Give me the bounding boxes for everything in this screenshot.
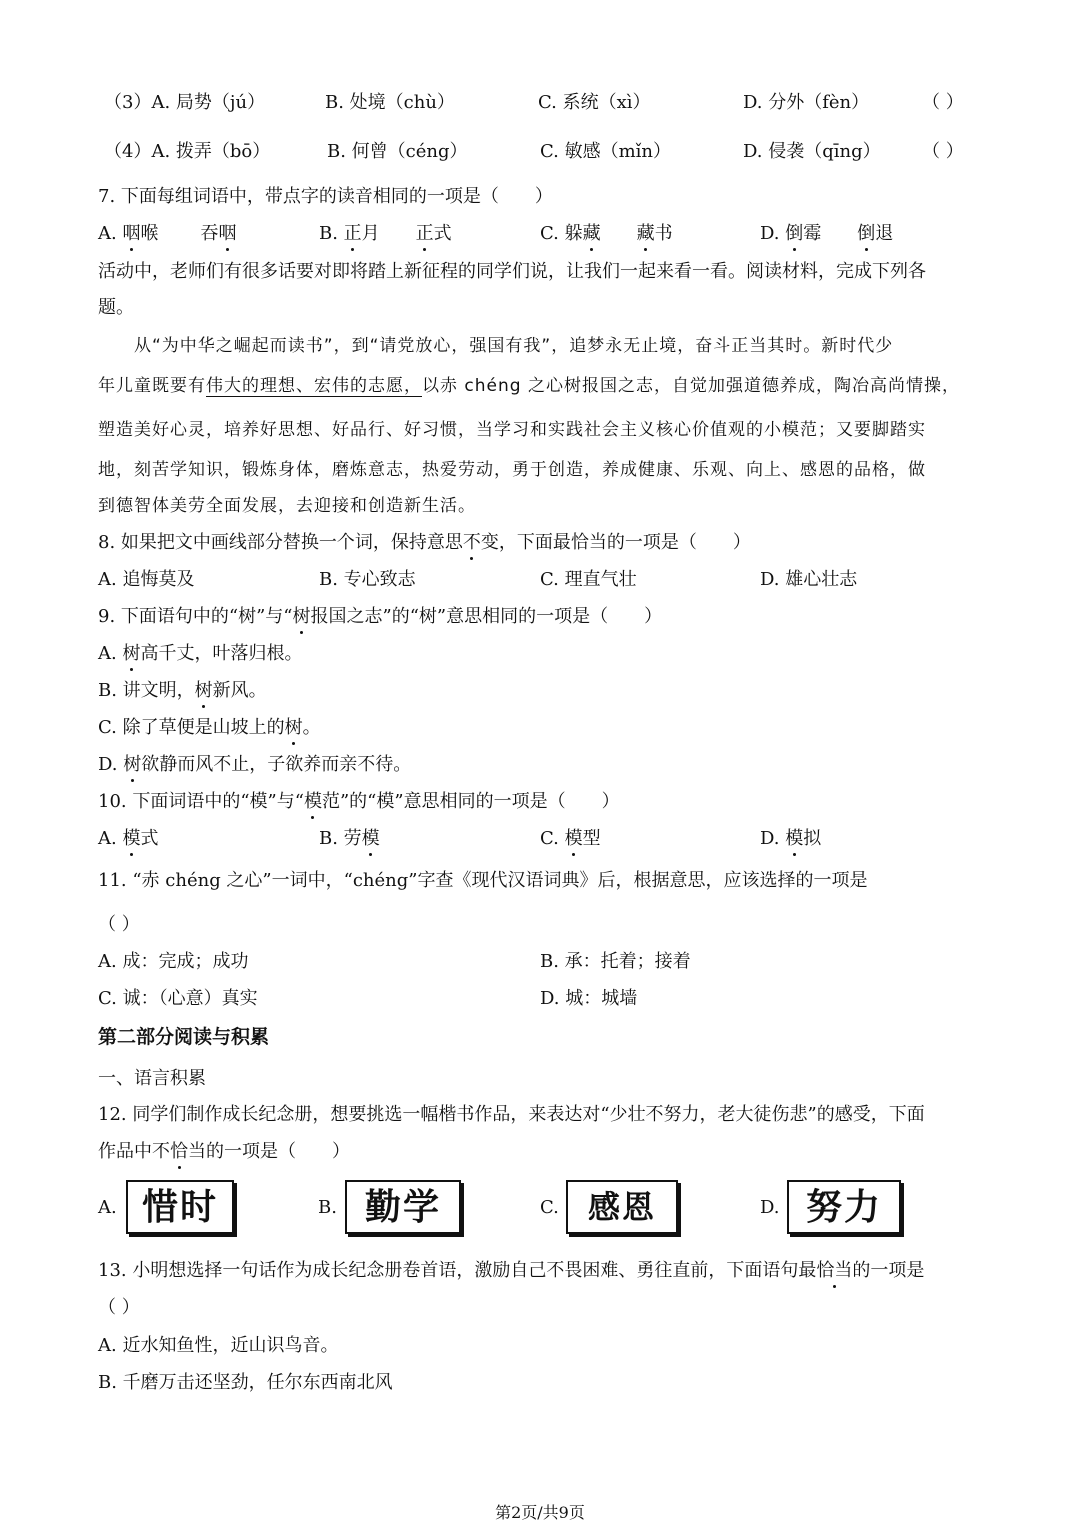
q8-option-d: D. 雄心壮志 [760,569,858,590]
q8-option-a: A. 追悔莫及 [98,569,195,590]
q8-stem: 8. 如果把文中画线部分替换一个词，保持意思不变，下面最恰当的一项是（ ） [98,528,751,554]
q6-row4-option-d: D. 侵袭（qīng） [743,141,881,162]
q11-answer-paren: （ ） [98,914,140,935]
q7-option-b: B. 正月 正式 [319,219,452,245]
q7-stem: 7. 下面每组词语中，带点字的读音相同的一项是（ ） [98,186,553,207]
q12-option-c-calligraphy: 感恩 [566,1180,678,1234]
q12-option-a-calligraphy: 惜时 [126,1180,234,1234]
reading-intro-line-1: 活动中，老师们有很多话要对即将踏上新征程的同学们说，让我们一起来看一看。阅读材料，完成下列各 [98,261,926,282]
q10-stem: 10. 下面词语中的“模”与“模范”的“模”意思相同的一项是（ ） [98,787,620,813]
passage-line-4: 地，刻苦学知识，锻炼身体，磨炼意志，热爱劳动，勇于创造，养成健康、乐观、向上、感恩的品格，做 [98,460,926,480]
q6-row4-option-c: C. 敏感（mǐn） [540,141,671,162]
q12-stem-line-1: 12. 同学们制作成长纪念册，想要挑选一幅楷书作品，来表达对“少壮不努力，老大徒伤悲”的感受，下面 [98,1104,925,1125]
q13-option-a: A. 近水知鱼性，近山识鸟音。 [98,1335,339,1356]
passage-line-5: 到德智体美劳全面发展，去迎接和创造新生活。 [98,496,476,516]
part2-title: 第二部分阅读与积累 [98,1026,270,1048]
q11-option-d: D. 城：城墙 [540,988,638,1009]
q13-option-b: B. 千磨万击还坚劲，任尔东西南北风 [98,1372,393,1393]
q6-row3-option-c: C. 系统（xì） [538,92,651,113]
q13-stem: 13. 小明想选择一句话作为成长纪念册卷首语，激励自己不畏困难、勇往直前，下面语句最恰当的一项是 [98,1256,924,1282]
reading-intro-line-2: 题。 [98,297,134,318]
q11-option-c: C. 诚：（心意）真实 [98,988,258,1009]
q8-option-b: B. 专心致志 [319,569,416,590]
q6-row3-option-a: （3）A. 局势（jú） [104,92,266,113]
q7-option-d: D. 倒霉 倒退 [760,219,893,245]
passage-underlined-phrase: 伟大的理想、宏伟的志愿， [206,376,422,396]
part2-subtitle: 一、语言积累 [98,1068,206,1089]
q10-option-c: C. 模型 [540,824,601,850]
q12-option-d-calligraphy: 努力 [787,1180,901,1234]
q7-option-c: C. 躲藏 藏书 [540,219,673,245]
q9-option-b: B. 讲文明，树新风。 [98,676,267,702]
q9-option-c: C. 除了草便是山坡上的树。 [98,713,321,739]
passage-line-3: 塑造美好心灵，培养好思想、好品行、好习惯，当学习和实践社会主义核心价值观的小模范；又要脚踏实 [98,420,926,440]
q12-option-b-calligraphy: 勤学 [345,1180,461,1234]
q13-answer-paren: （ ） [98,1297,140,1318]
q12-option-b-label: B. [318,1197,337,1218]
q10-option-a: A. 模式 [98,824,158,850]
page-number: 第2页/共9页 [495,1503,585,1522]
q12-stem-line-2: 作品中不恰当的一项是（ ） [98,1137,350,1163]
q12-option-d-label: D. [760,1197,780,1218]
q11-option-a: A. 成：完成；成功 [98,951,249,972]
q6-row3-option-b: B. 处境（chù） [325,92,455,113]
passage-line-2: 年儿童既要有伟大的理想、宏伟的志愿，以赤 chéng 之心树报国之志，自觉加强道德养成，陶冶高尚情操， [98,376,960,396]
q11-option-b: B. 承：托着；接着 [540,951,691,972]
q12-option-c-label: C. [540,1197,559,1218]
q8-option-c: C. 理直气壮 [540,569,637,590]
q10-option-d: D. 模拟 [760,824,821,850]
q11-stem: 11. “赤 chéng 之心”一词中，“chéng”字查《现代汉语词典》后，根据意思，应该选择的一项是 [98,870,868,891]
q7-option-a: A. 咽喉 吞咽 [98,219,236,245]
q12-option-a-label: A. [98,1197,117,1218]
q6-row3-answer-paren: （ ） [922,92,964,113]
q9-option-d: D. 树欲静而风不止，子欲养而亲不待。 [98,750,411,776]
q10-option-b: B. 劳模 [319,824,380,850]
passage-line-1: 从“为中华之崛起而读书”，到“请党放心，强国有我”，追梦永无止境，奋斗正当其时。新时代少 [134,336,894,356]
q6-row4-answer-paren: （ ） [922,141,964,162]
q6-row4-option-a: （4）A. 拨弄（bō） [104,141,271,162]
q9-stem: 9. 下面语句中的“树”与“树报国之志”的“树”意思相同的一项是（ ） [98,602,662,628]
q9-option-a: A. 树高千丈，叶落归根。 [98,639,302,665]
q6-row4-option-b: B. 何曾（céng） [327,141,468,162]
q6-row3-option-d: D. 分外（fèn） [743,92,870,113]
